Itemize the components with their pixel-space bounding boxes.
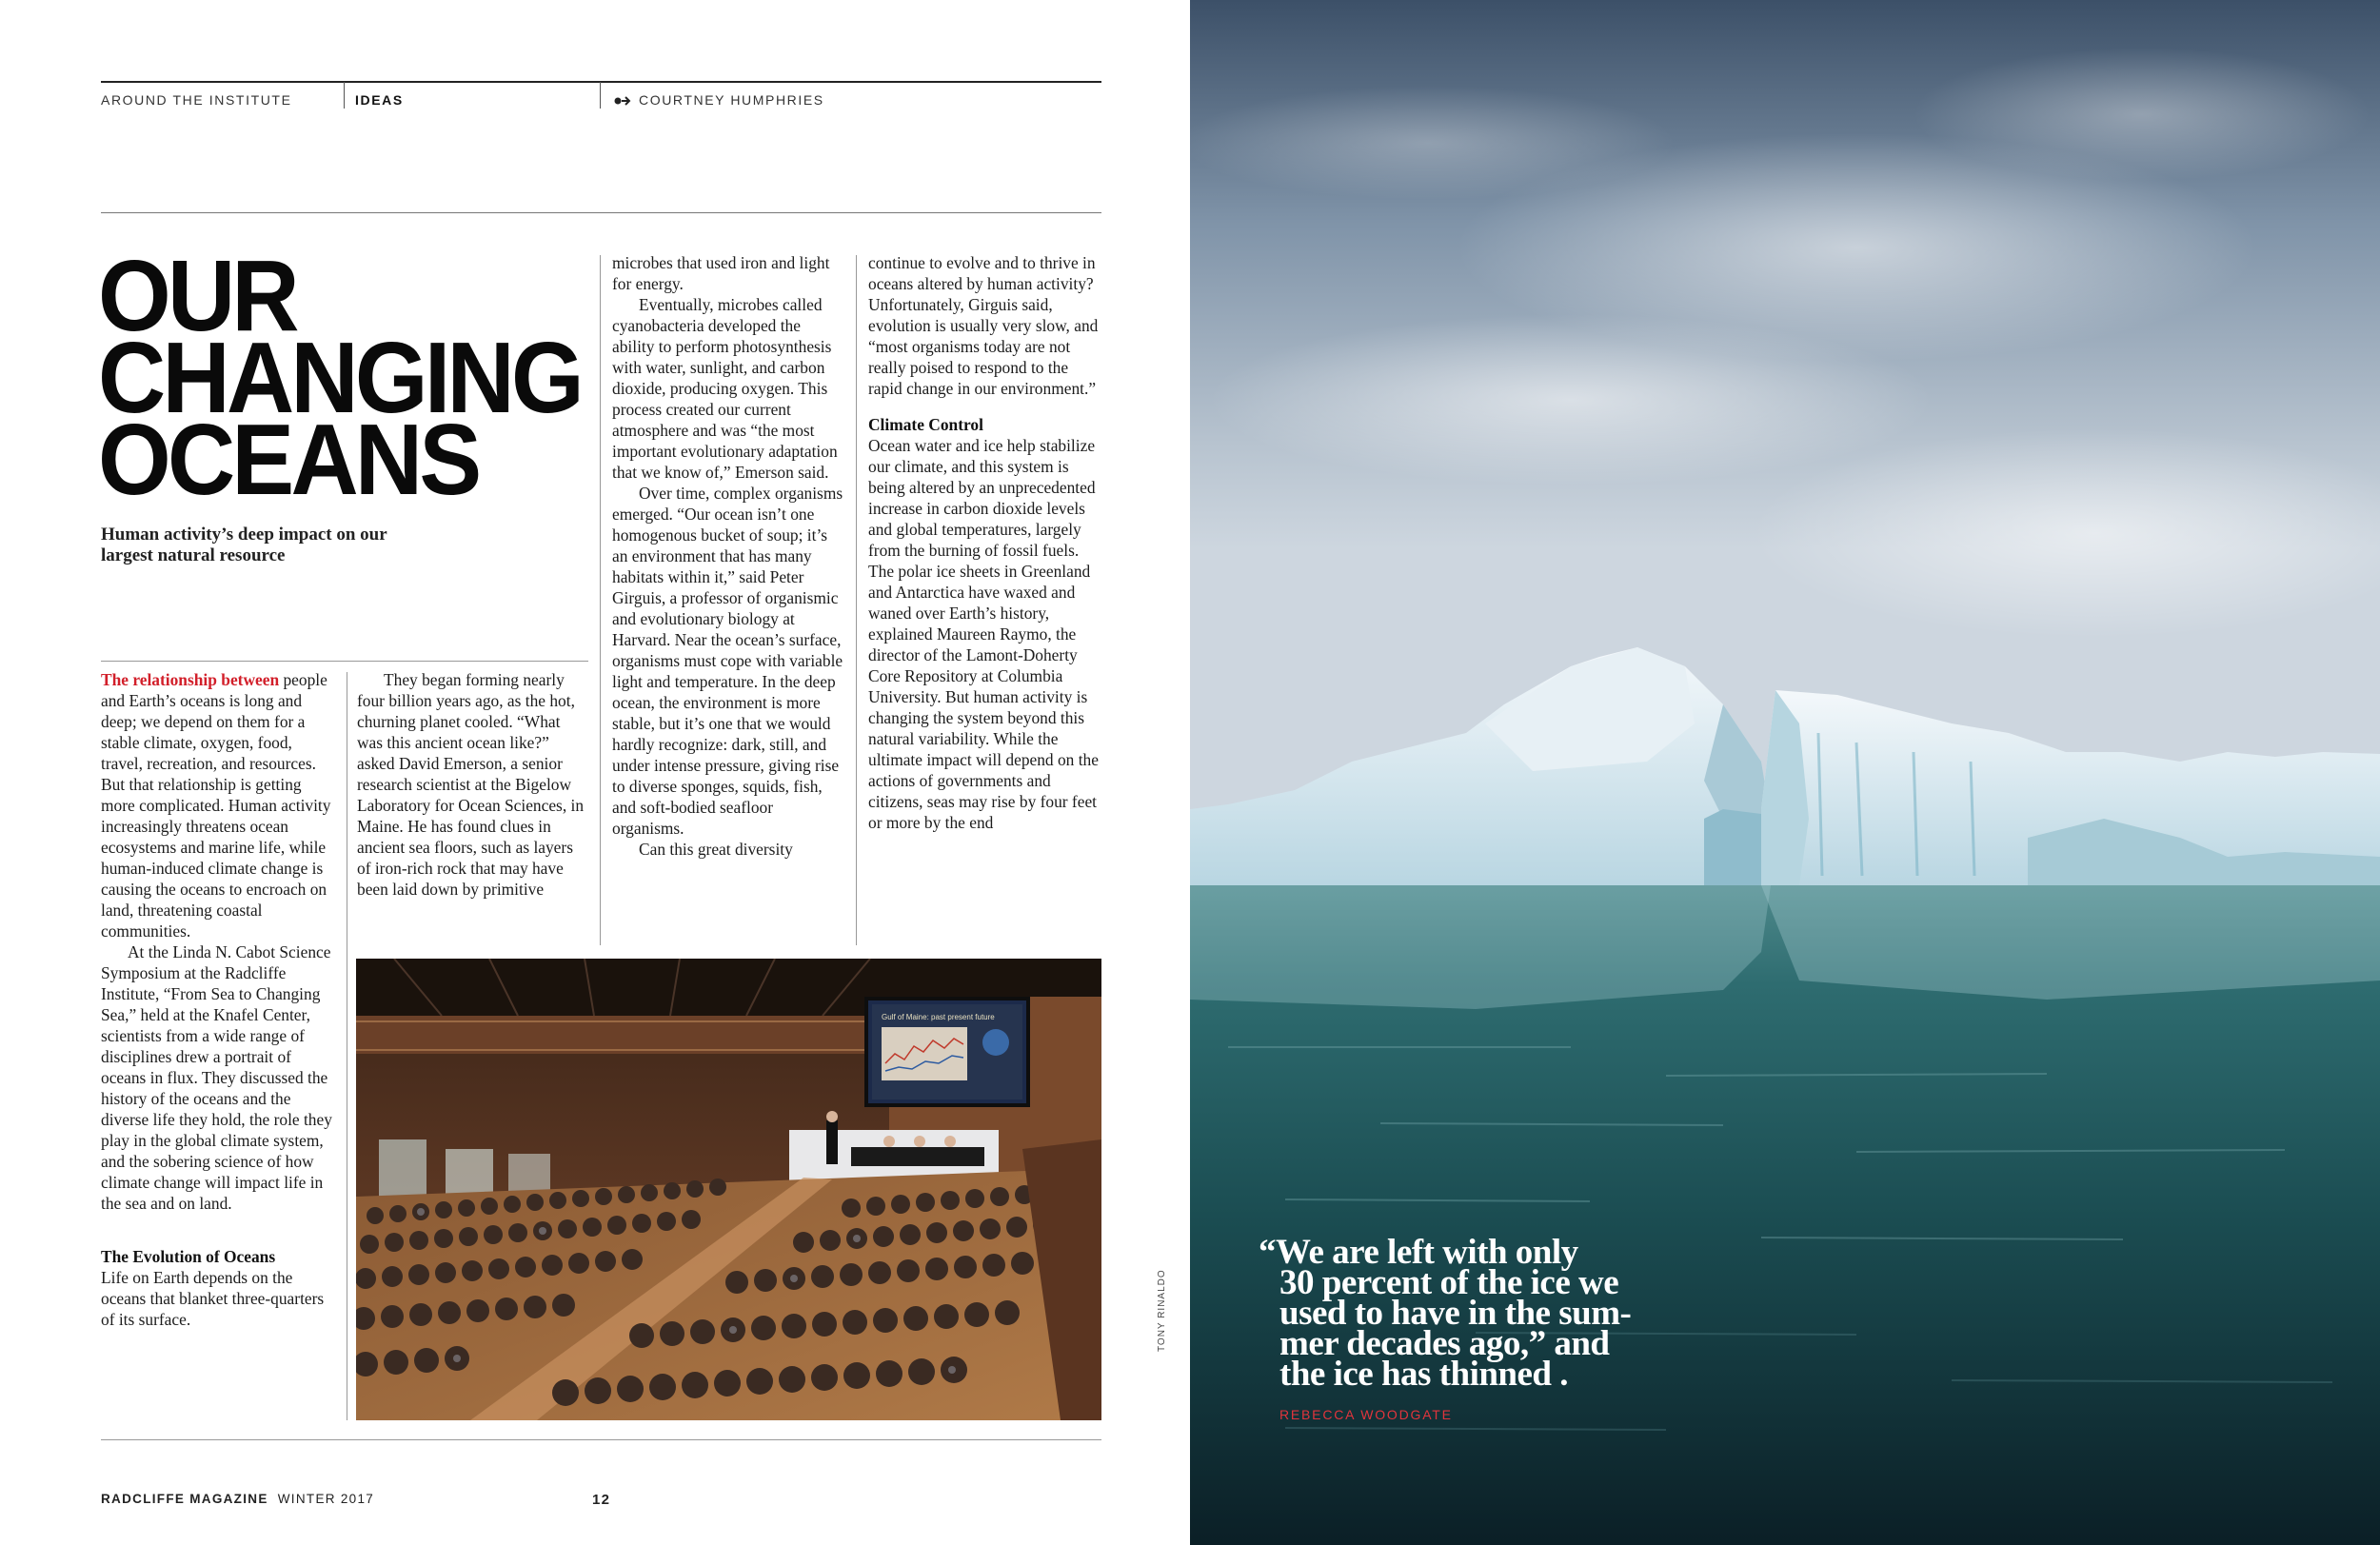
deck-line: Human activity’s deep impact on our	[101, 525, 387, 545]
paragraph: At the Linda N. Cabot Science Symposium at the Radcliffe Institute, “From Sea to Changing Sea,” held at the Knafel Center, scientists from a wide range of disciplines drew a portrait of oceans in flux. They discussed the history of the oceans and the diverse life they hold, the role they play in the global climate system, and the sobering science of how climate change will impact life in the sea and on land.	[101, 942, 332, 1213]
paragraph: They began forming nearly four billion years ago, as the hot, churning planet cooled. “What was this ancient ocean like?” asked David Emerson, a senior research scientist at the Bigelow Laboratory for Ocean Sciences, in Maine. He has found clues in ancient sea floors, such as layers of iron-rich rock that may have been laid down by primitive	[357, 670, 585, 899]
footer-rule	[101, 1439, 1101, 1440]
section-label: AROUND THE INSTITUTE	[101, 92, 292, 108]
quote-line: used to have in the sum-	[1279, 1294, 1632, 1333]
paragraph-text: people and Earth’s oceans is long and deep; we depend on them for a stable climate, oxygen, food, travel, recreation, and resources. But that relationship is getting more complicated. Human activity increasingly threatens ocean ecosystems and marine life, while human-induced climate change is causing the oceans to encroach on land, threatening coastal communities.	[101, 670, 331, 941]
footer-magazine	[101, 1492, 374, 1506]
header-bottom-rule	[101, 212, 1101, 213]
article-title	[98, 240, 581, 516]
body-column-2	[357, 669, 589, 900]
arrow-right-icon	[614, 95, 631, 107]
quote-attribution: REBECCA WOODGATE	[1279, 1407, 1453, 1422]
quote-line: “We are left with only	[1259, 1233, 1578, 1272]
title-line: CHANGING	[98, 322, 581, 434]
subhead: The Evolution of Oceans	[101, 1247, 276, 1266]
paragraph: Over time, complex organisms emerged. “Our ocean isn’t one homogenous bucket of soup; it’s an environment that has many habitats within it,” said Peter Girguis, a professor of organismic and evolutionary biology at Harvard. Near the ocean’s surface, organisms must cope with variable light and temperature. In the deep ocean, the environment is more stable, but it’s one that we would hardly recognize: dark, still, and under intense pressure, giving rise to diverse sponges, squids, fish, and soft-bodied seafloor organisms.	[612, 484, 843, 838]
paragraph: microbes that used iron and light for energy.	[612, 253, 830, 293]
pull-quote	[1259, 1233, 1754, 1394]
paragraph: Ocean water and ice help stabilize our climate, and this system is being altered by an unprecedented increase in carbon dioxide levels and global temperatures, largely from the burning of fossil fuels. The polar ice sheets in Greenland and Antarctica have waxed and waned over Earth’s history, explained Maureen Raymo, the director of the Lamont-Doherty Core Repository at Columbia University. But human activity is changing the system beyond this natural variability. While the ultimate impact will depend on the actions of governments and citizens, seas may rise by four feet or more by the end	[868, 436, 1099, 832]
screen-title: Gulf of Maine: past present future	[882, 1013, 995, 1021]
symposium-photo	[356, 959, 1101, 1420]
header-top-rule	[101, 81, 1101, 83]
lead-in: The relationship between	[101, 670, 280, 689]
body-column-1	[101, 669, 333, 1330]
article-deck	[101, 525, 415, 566]
author-name: COURTNEY HUMPHRIES	[639, 92, 824, 108]
paragraph: continue to evolve and to thrive in oceans altered by human activity? Unfortunately, Girguis said, evolution is usually very slow, and “most organisms today are not really poised to respond to the rapid change in our environment.”	[868, 253, 1099, 398]
subhead: Climate Control	[868, 415, 983, 434]
column-separator	[600, 255, 601, 945]
author-byline	[614, 92, 824, 108]
header-separator-1	[344, 82, 345, 109]
paragraph	[101, 669, 333, 941]
intro-rule	[101, 661, 588, 662]
paragraph: Life on Earth depends on the oceans that blanket three-quarters of its surface.	[101, 1268, 325, 1329]
body-column-4	[868, 252, 1102, 833]
page-number: 12	[592, 1492, 611, 1508]
issue-date: WINTER 2017	[277, 1492, 375, 1506]
paragraph: Eventually, microbes called cyanobacteria developed the ability to perform photosynthesis with water, sunlight, and carbon dioxide, producing oxygen. This process created our current atmosphere and was “the most important evolutionary adaptation that we know of,” Emerson said.	[612, 295, 838, 482]
body-column-3	[612, 252, 844, 860]
magazine-name: RADCLIFFE MAGAZINE	[101, 1492, 268, 1506]
category-label: IDEAS	[355, 92, 404, 108]
column-separator	[856, 255, 857, 945]
title-line: OUR	[98, 240, 296, 352]
deck-line: largest natural resource	[101, 545, 286, 565]
header-separator-2	[600, 82, 601, 109]
quote-line: mer decades ago,” and	[1279, 1324, 1610, 1363]
quote-line: the ice has thinned .	[1279, 1355, 1569, 1394]
paragraph: Can this great diversity	[639, 840, 793, 859]
auditorium-illustration	[356, 959, 1101, 1420]
photo-credit: TONY RINALDO	[1157, 1269, 1167, 1352]
quote-line: 30 percent of the ice we	[1279, 1263, 1619, 1302]
title-line: OCEANS	[98, 404, 479, 516]
